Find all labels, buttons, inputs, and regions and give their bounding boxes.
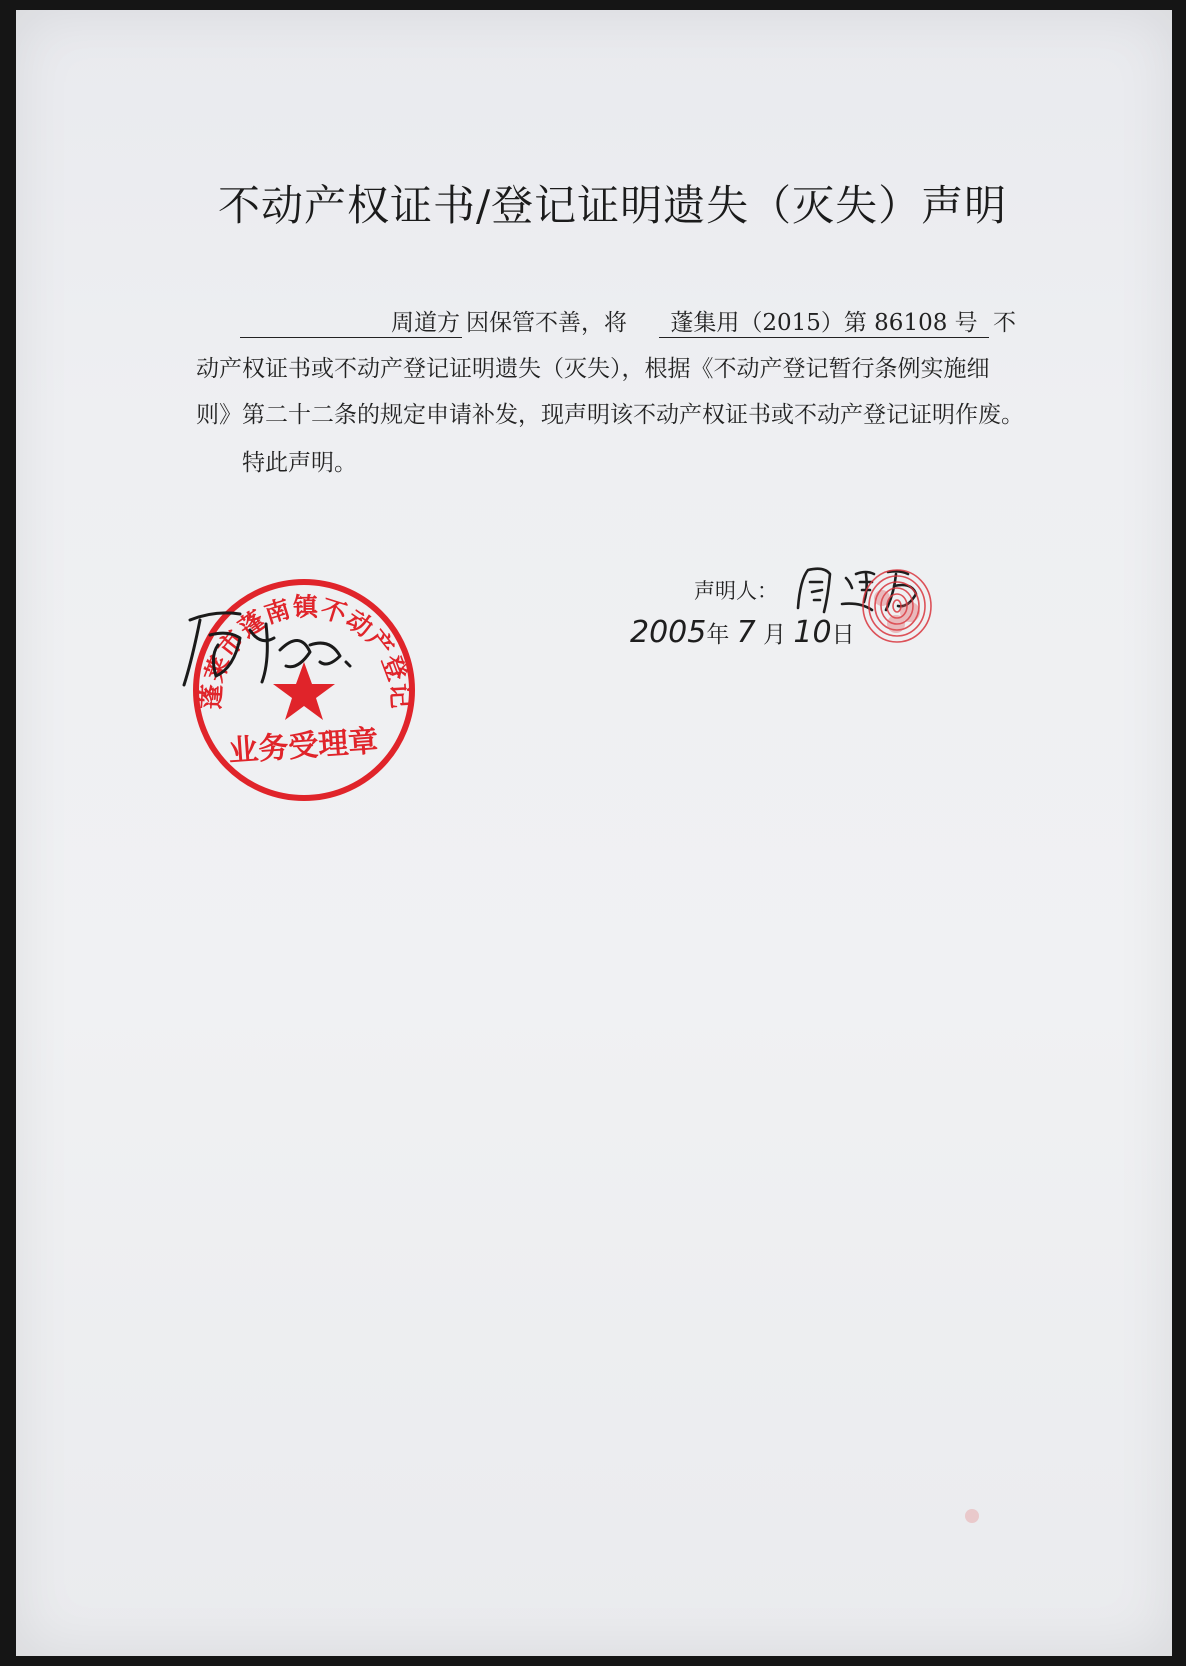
official-signature-icon [170, 590, 360, 700]
declarant-name-field: 周道方 [240, 309, 462, 338]
statement-line-1 [196, 304, 1016, 338]
declarant-label: 声明人： [694, 579, 778, 603]
statement-text-2: 不 [993, 310, 1016, 336]
document-title: 不动产权证书/登记证明遗失（灭失）声明 [218, 181, 1008, 230]
date-year: 2005 [630, 615, 707, 650]
document-page [16, 10, 1172, 1656]
statement-line-3: 则》第二十二条的规定申请补发，现声明该不动产权证书或不动产登记证明作废。 [196, 402, 1024, 428]
signing-date [630, 615, 855, 650]
svg-text:业务受理章: 业务受理章 [227, 723, 380, 770]
date-day: 10 [793, 615, 832, 650]
statement-line-2: 动产权证书或不动产登记证明遗失（灭失），根据《不动产登记暂行条例实施细 [196, 356, 990, 382]
certificate-number-field: 蓬集用（2015）第 86108 号 [659, 309, 989, 338]
closing-text: 特此声明。 [242, 450, 357, 476]
date-year-char: 年 [706, 622, 730, 648]
svg-text:蓬莱市蓬南镇不动产登记: 蓬莱市蓬南镇不动产登记 [196, 592, 416, 711]
statement-text-1: 因保管不善，将 [466, 310, 627, 336]
ink-smudge-icon [960, 1505, 984, 1527]
fingerprint-icon [852, 560, 942, 650]
date-day-char: 日 [831, 622, 855, 648]
date-month: 7 [736, 615, 756, 650]
date-month-char: 月 [763, 622, 787, 648]
